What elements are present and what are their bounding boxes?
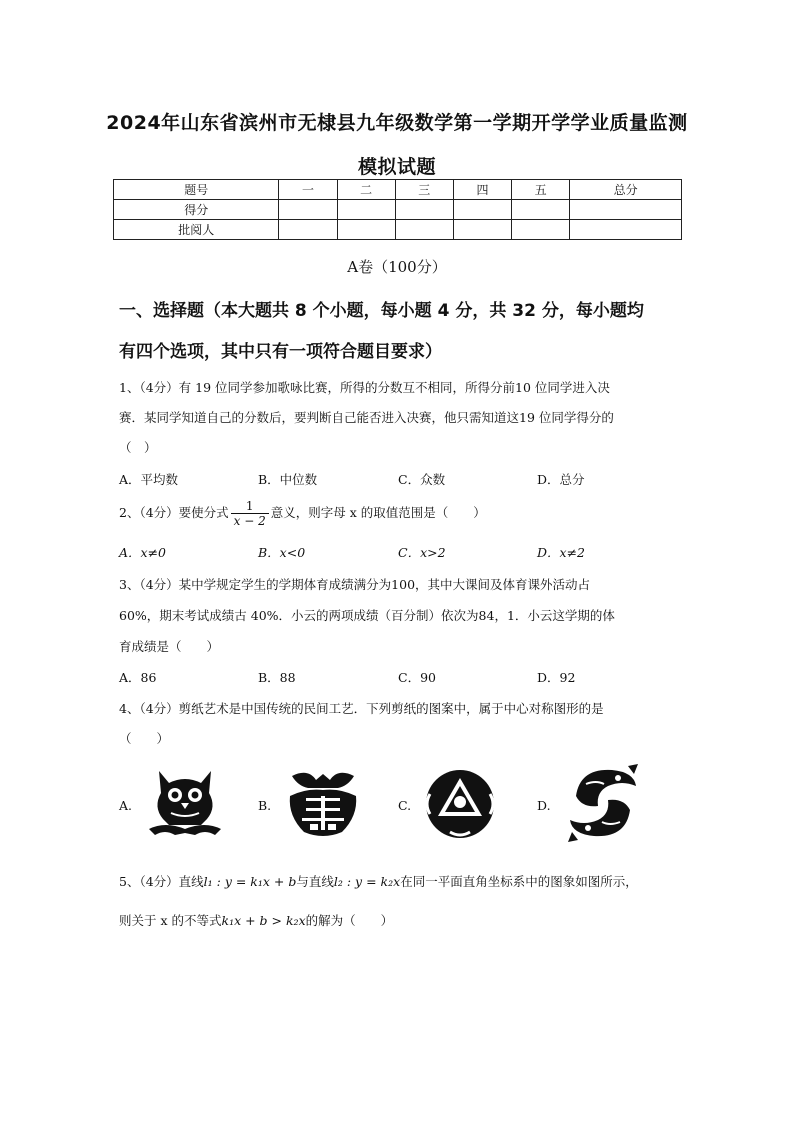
q3-option-a: A．86 (119, 670, 157, 685)
q1-option-b: B．中位数 (258, 472, 318, 487)
score-cell (570, 200, 682, 220)
volume-label: A卷（100分） (347, 258, 447, 276)
q3-option-d: D．92 (537, 670, 576, 685)
score-cell (512, 200, 570, 220)
q1-option-d: D．总分 (537, 472, 585, 487)
owl-papercut-image (145, 763, 225, 841)
double-happiness-papercut-image (282, 766, 364, 840)
q2-option-c: C．x>2 (398, 545, 446, 560)
two-fish-papercut-image (562, 762, 644, 844)
q3-option-c: C．90 (398, 670, 436, 685)
score-header-cell: 题号 (114, 180, 279, 200)
score-cell (337, 200, 395, 220)
q2-option-d: D．x≠2 (537, 545, 585, 560)
q1-option-c: C．众数 (398, 472, 446, 487)
score-cell (453, 200, 511, 220)
q2-option-a: A．x≠0 (119, 545, 167, 560)
q4-line1: 4、（4分）剪纸艺术是中国传统的民间工艺．下列剪纸的图案中，属于中心对称图形的是 (119, 701, 604, 716)
q2-suffix: 意义，则字母 x 的取值范围是（ ） (270, 505, 486, 520)
q1-line2: 赛．某同学知道自己的分数后，要判断自己能否进入决赛，他只需知道这19 位同学得分的 (119, 410, 614, 425)
score-cell (570, 220, 682, 240)
score-header-cell: 四 (453, 180, 511, 200)
score-header-cell: 二 (337, 180, 395, 200)
score-row-label: 得分 (114, 200, 279, 220)
score-cell (337, 220, 395, 240)
score-table-row (114, 200, 682, 220)
q5-middle: 与直线 (296, 874, 334, 889)
q4-option-d: D. (537, 798, 551, 813)
q3-line1: 3、（4分）某中学规定学生的学期体育成绩满分为100，其中大课间及体育课外活动占 (119, 577, 591, 592)
q1-line1: 1、（4分）有 19 位同学参加歌咏比赛，所得的分数互不相同，所得分前10 位同学进入决 (119, 380, 610, 395)
q2-option-b: B．x<0 (258, 545, 306, 560)
score-cell (512, 220, 570, 240)
q3-line2: 60%，期末考试成绩古 40%．小云的两项成绩（百分制）依次为84，1．小云这学期的体 (119, 608, 615, 623)
score-table-header-row (114, 180, 682, 200)
score-cell (279, 220, 337, 240)
score-header-cell: 总分 (570, 180, 682, 200)
score-header-cell: 三 (395, 180, 453, 200)
score-header-cell: 五 (512, 180, 570, 200)
score-table-row (114, 220, 682, 240)
q1-option-a: A．平均数 (119, 472, 179, 487)
section-heading-line1: 一、选择题（本大题共 8 个小题，每小题 4 分，共 32 分，每小题均 (119, 301, 644, 321)
q5-line2 (119, 911, 684, 929)
q2-stem (119, 499, 684, 528)
score-cell (395, 220, 453, 240)
q5-line2-prefix: 则关于 x 的不等式 (119, 913, 222, 928)
q5-line2-suffix: 的解为（ ） (305, 913, 394, 928)
q4-option-a: A. (119, 798, 133, 813)
score-cell (453, 220, 511, 240)
page-title-line1: 2024年山东省滨州市无棣县九年级数学第一学期开学学业质量监测 (106, 112, 688, 134)
q5-prefix: 5、（4分）直线 (119, 874, 204, 889)
score-table (113, 179, 682, 240)
section-heading-line2: 有四个选项，其中只有一项符合题目要求） (119, 342, 442, 362)
q3-option-b: B．88 (258, 670, 296, 685)
q2-frac-num: 1 (245, 499, 254, 513)
q3-line3: 育成绩是（ ） (119, 639, 220, 654)
q5-line1 (119, 872, 684, 890)
q4-option-c: C. (398, 798, 412, 813)
score-row-label: 批阅人 (114, 220, 279, 240)
page-title-line2: 模拟试题 (357, 156, 436, 178)
q5-inequality: k₁x + b > k₂x (221, 913, 306, 928)
q5-line-l2: l₂ : y = k₂x (333, 874, 401, 889)
three-fish-papercut-image (420, 764, 500, 842)
q2-prefix: 2、（4分）要使分式 (119, 505, 229, 520)
q2-fraction (231, 499, 269, 528)
q4-option-b: B. (258, 798, 272, 813)
q5-line-l1: l₁ : y = k₁x + b (203, 874, 297, 889)
score-cell (279, 200, 337, 220)
score-cell (395, 200, 453, 220)
q2-frac-den: x − 2 (231, 513, 269, 528)
q5-suffix: 在同一平面直角坐标系中的图象如图所示， (400, 874, 638, 889)
q1-line3: （ ） (119, 440, 157, 455)
q4-line2: （ ） (119, 731, 170, 746)
score-header-cell: 一 (279, 180, 337, 200)
